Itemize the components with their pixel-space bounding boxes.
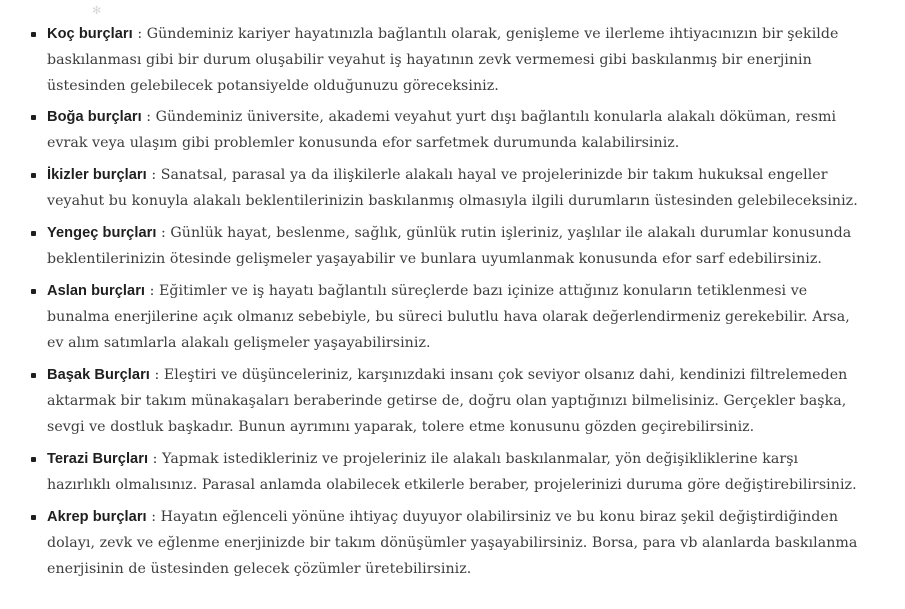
list-item-akrep: [0, 504, 905, 582]
bullet-icon: [31, 457, 36, 462]
sign-name: Akrep burçları: [47, 509, 147, 525]
sign-name: İkizler burçları: [47, 167, 147, 183]
bullet-icon: [31, 173, 36, 178]
list-item-boga: [0, 104, 905, 156]
sign-description: : Eleştiri ve düşünceleriniz, karşınızdaki insanı çok seviyor olsanız dahi, kendinizi filtrelemeden aktarmak bir takım münakaşaları beraberinde getirse de, doğru olan yaptığınızı bilmelisiniz. Gerçekler başka, sevgi ve dostluk başkadır. Bunun ayrımını yaparak, tolere etme konusunu gözden geçirebilirsiniz.: [47, 367, 848, 435]
list-item-koc: [0, 21, 905, 99]
sign-description: : Sanatsal, parasal ya da ilişkilerle alakalı hayal ve projelerinizde bir takım hukuksal engeller veyahut bu konuyla alakalı beklentilerinizin baskılanmış olmasıyla ilgili durumların üstesinden gelebileceksiniz.: [47, 167, 858, 209]
sign-description: : Gündeminiz üniversite, akademi veyahut yurt dışı bağlantılı konularla alakalı döküman, resmi evrak veya ulaşım gibi problemler konusunda efor sarfetmek durumunda kalabilirsiniz.: [47, 109, 837, 151]
bullet-icon: [31, 373, 36, 378]
sign-name: Koç burçları: [47, 26, 133, 42]
list-item-yengec: [0, 220, 905, 272]
list-item-basak: [0, 362, 905, 440]
sign-name: Başak Burçları: [47, 367, 150, 383]
sign-name: Terazi Burçları: [47, 451, 149, 467]
horoscope-article: [0, 21, 905, 588]
horoscope-list: [0, 21, 905, 582]
sign-name: Yengeç burçları: [47, 225, 157, 241]
list-item-terazi: [0, 446, 905, 498]
sign-description: : Hayatın eğlenceli yönüne ihtiyaç duyuyor olabilirsiniz ve bu konu biraz şekil değiştirdiğinden dolayı, zevk ve eğlenme enerjinizde bir takım dönüşümler yaşayabilirsiniz. Borsa, para vb alanlarda baskılanma enerjisinin de üstesinden gelecek çözümler üretebilirsiniz.: [47, 509, 858, 577]
sign-description: : Yapmak istedikleriniz ve projeleriniz ile alakalı baskılanmalar, yön değişikliklerine karşı hazırlıklı olmalısınız. Parasal anlamda olabilecek etkilerle beraber, projelerinizi duruma göre değiştirebilirsiniz.: [47, 451, 857, 493]
sign-description: : Günlük hayat, beslenme, sağlık, günlük rutin işleriniz, yaşlılar ile alakalı durumlar konusunda beklentilerinizin ötesinde gelişmeler yaşayabilir ve bunlara uyumlanmak konusunda efor sarf edebilirsiniz.: [47, 225, 852, 267]
sign-description: : Gündeminiz kariyer hayatınızla bağlantılı olarak, genişleme ve ilerleme ihtiyacınızın bir şekilde baskılanması gibi bir durum oluşabilir veyahut iş hayatının zevk vermemesi gibi baskılanmış bir enerjinin üstesinden gelebilecek potansiyelde olduğunuzu göreceksiniz.: [47, 26, 839, 94]
bullet-icon: [31, 515, 36, 520]
list-item-aslan: [0, 278, 905, 356]
bullet-icon: [31, 115, 36, 120]
list-item-ikizler: [0, 162, 905, 214]
sign-name: Boğa burçları: [47, 109, 142, 125]
sign-name: Aslan burçları: [47, 283, 146, 299]
snowflake-icon: ✻: [92, 4, 102, 17]
bullet-icon: [31, 289, 36, 294]
sign-description: : Eğitimler ve iş hayatı bağlantılı süreçlerde bazı içinize attığınız konuların tetiklenmesi ve bunalma enerjilerine açık olmanız sebebiyle, bu süreci bulutlu hava olarak değerlendirmeniz gerekebilir. Arsa, ev alım satımlarla alakalı gelişmeler yaşayabilirsiniz.: [47, 283, 850, 351]
bullet-icon: [31, 231, 36, 236]
bullet-icon: [31, 32, 36, 37]
